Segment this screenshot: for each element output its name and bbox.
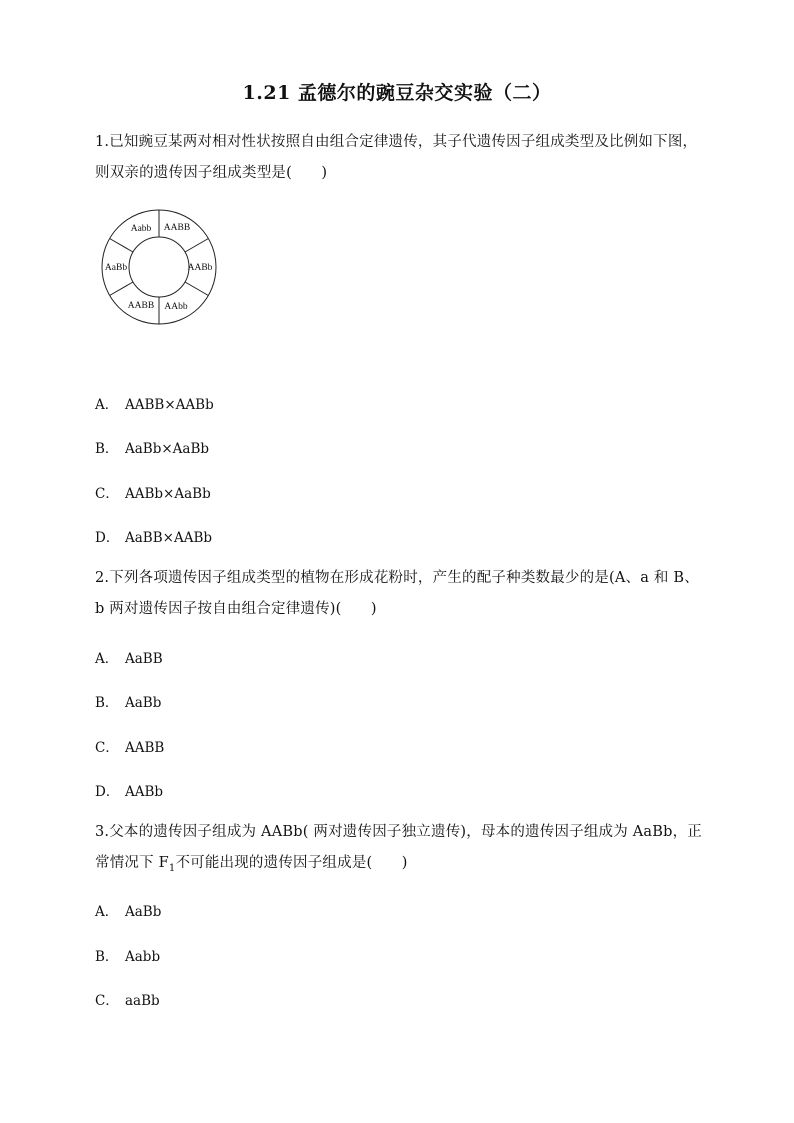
ring-label-1: Aabb (130, 224, 152, 234)
ring-label-5: AABB (127, 301, 155, 311)
question-3-stem: 3.父本的遗传因子组成为 AABb( 两对遗传因子独立遗传)，母本的遗传因子组成为 AaBb，正常情况下 $F_1$不可能出现的遗传因子组成是( ) (95, 824, 703, 874)
question-2-option-a: A． AaBB (95, 651, 163, 667)
ring-label-6: AaBb (104, 263, 128, 273)
question-2-option-b: B． AaBb (95, 695, 162, 711)
question-2-stem: 2.下列各项遗传因子组成类型的植物在形成花粉时，产生的配子种类数最少的是(A、a 和 B、b 两对遗传因子按自由组合定律遗传)( ) (95, 570, 699, 617)
ring-label-4: AAbb (164, 302, 188, 312)
ring-label-3: AABb (187, 263, 213, 273)
genotype-ring-diagram (100, 208, 218, 326)
inner-ring (129, 237, 189, 297)
divider (110, 239, 133, 253)
question-3-option-b: B． Aabb (95, 949, 161, 965)
divider (110, 282, 133, 296)
question-1-stem: 1.已知豌豆某两对相对性状按照自由组合定律遗传，其子代遗传因子组成类型及比例如下图，则双亲的遗传因子组成类型是( ) (95, 134, 698, 181)
question-3-option-a: A． AaBb (95, 904, 162, 920)
question-3-option-c: C． aaBb (95, 993, 160, 1009)
page-title: 1.21 孟德尔的豌豆杂交实验（二） (242, 82, 552, 104)
question-1-option-c: C． AABb×AaBb (95, 486, 211, 502)
ring-label-2: AABB (163, 223, 191, 233)
question-1-option-d: D． AaBB×AABb (95, 530, 213, 546)
question-1-option-a: A． AABB×AABb (95, 397, 214, 413)
divider (185, 282, 208, 296)
divider (185, 239, 208, 253)
question-1-option-b: B． AaBb×AaBb (95, 441, 210, 457)
question-2-option-c: C． AABB (95, 740, 165, 756)
question-2-option-d: D． AABb (95, 784, 164, 800)
